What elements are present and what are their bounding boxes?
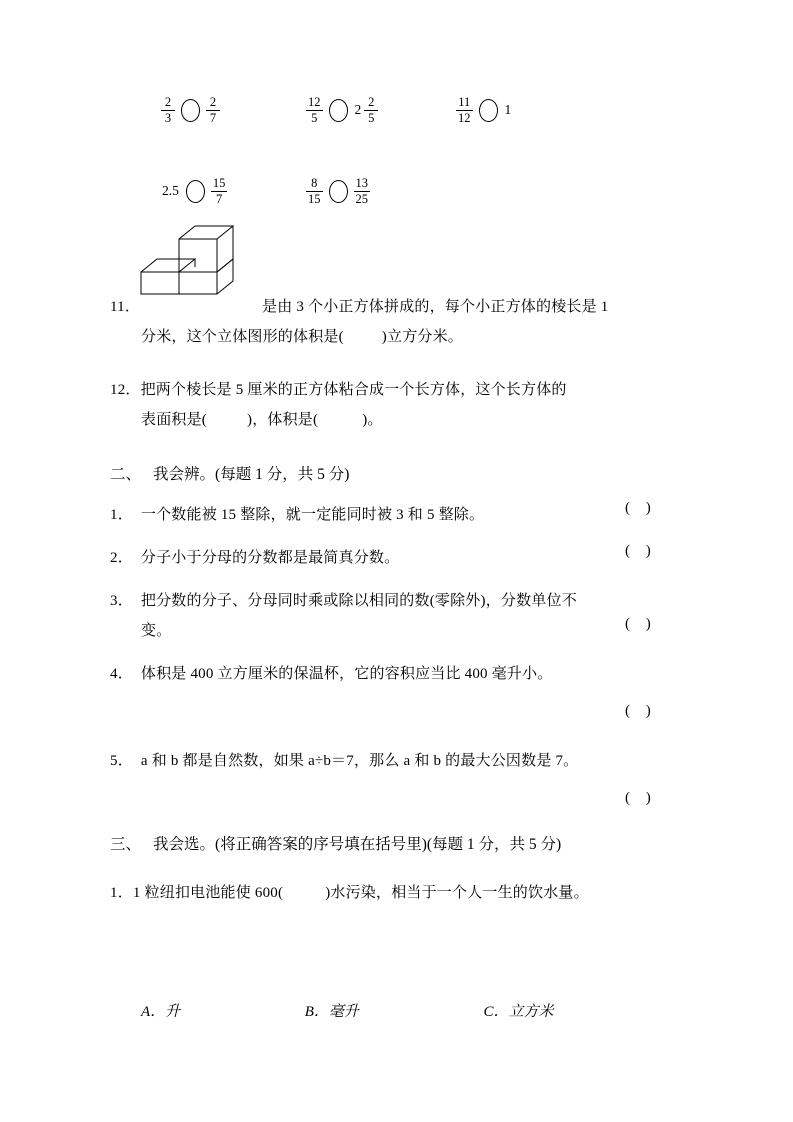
question-11-text-3: )立方分米。 [381, 329, 463, 345]
fraction-12-5: $\frac{12}{5}$ [308, 95, 321, 125]
section-3-heading [110, 832, 561, 854]
tf-item-4-number: 4． [110, 666, 133, 682]
comparison-circle[interactable] [329, 180, 348, 203]
fraction-15-7: $\frac{15}{7}$ [212, 176, 226, 206]
question-12-text-2: 表面积是( [141, 412, 207, 428]
question-12-number: 12． [110, 382, 141, 398]
choice-option-c[interactable]: C．立方米 [483, 1004, 554, 1020]
tf-item-5-number: 5． [110, 753, 133, 769]
choice-question-1 [110, 878, 770, 908]
compare-row-1 [160, 96, 513, 124]
question-12-text-3: )，体积是( [247, 412, 319, 428]
tf-item-1-text: 一个数能被 15 整除，就一定能同时被 3 和 5 整除。 [140, 507, 485, 523]
choice-question-1-options [141, 1000, 761, 1021]
tf-item-3-answer[interactable]: ( ) [625, 616, 657, 632]
decimal-2-5: 2.5 [162, 183, 179, 198]
question-11-line-1 [110, 292, 710, 322]
question-12-line-1 [110, 375, 730, 405]
fraction-8-15: $\frac{8}{15}$ [308, 176, 321, 206]
section-2-heading [110, 462, 349, 484]
compare-item-2-2 [305, 177, 371, 205]
comparison-circle[interactable] [186, 180, 205, 203]
question-12-text-4: )。 [362, 412, 383, 428]
three-cubes-svg [130, 222, 250, 302]
tf-item-3-text-2: 变。 [141, 623, 172, 639]
tf-item-2-answer[interactable]: ( ) [625, 543, 657, 559]
question-11-number: 11． [110, 299, 141, 315]
section-2-score: (每题 1 分，共 5 分) [215, 466, 350, 483]
fraction-11-12: $\frac{11}{12}$ [458, 95, 471, 125]
tf-item-3-number: 3． [110, 593, 133, 609]
tf-item-5-answer[interactable]: ( ) [625, 790, 657, 806]
fraction-13-25: $\frac{13}{25}$ [355, 176, 368, 206]
tf-item-5 [110, 746, 770, 776]
fraction-2-5: $\frac{2}{5}$ [364, 96, 378, 124]
tf-item-1-number: 1． [110, 507, 133, 523]
tf-item-3-cont [141, 616, 781, 646]
compare-item-1-2 [305, 96, 455, 124]
section-2-label: 二、 [110, 466, 142, 483]
section-2-title: 我会辨。 [153, 466, 216, 483]
section-3-score: (每题 1 分，共 5 分) [426, 836, 562, 853]
question-12-text-1: 把两个棱长是 5 厘米的正方体粘合成一个长方体，这个长方体的 [140, 382, 567, 398]
tf-item-4-answer[interactable]: ( ) [625, 703, 657, 719]
tf-item-2-text: 分子小于分母的分数都是最简真分数。 [140, 550, 400, 566]
comparison-circle[interactable] [181, 99, 200, 122]
mixed-number-2-2-5: 2 $\frac{2}{5}$ [353, 96, 380, 124]
tf-item-4 [110, 659, 750, 689]
tf-item-4-text: 体积是 400 立方厘米的保温杯，它的容积应当比 400 毫升小。 [140, 666, 553, 682]
tf-item-3-text: 把分数的分子、分母同时乘或除以相同的数(零除外)，分数单位不 [140, 593, 577, 609]
tf-item-2-number: 2． [110, 550, 133, 566]
compare-row-2 [160, 177, 371, 205]
tf-item-3 [110, 586, 750, 616]
choice-question-1-number: 1． [110, 885, 133, 901]
tf-item-5-text: a 和 b 都是自然数，如果 a÷b＝7，那么 a 和 b 的最大公因数是 7。 [140, 753, 579, 769]
compare-item-2-1 [160, 177, 305, 205]
tf-item-1-answer[interactable]: ( ) [625, 500, 657, 516]
question-11-text-1: 是由 3 个小正方体拼成的，每个小正方体的棱长是 1 [262, 299, 609, 315]
section-3-label: 三、 [110, 836, 142, 853]
choice-option-b[interactable]: B．毫升 [304, 1004, 359, 1020]
cube-figure [130, 222, 250, 300]
compare-item-1-3 [455, 96, 513, 124]
choice-question-1-text-b: )水污染，相当于一个人一生的饮水量。 [325, 885, 589, 901]
fraction-2-3: $\frac{2}{3}$ [161, 96, 175, 124]
comparison-circle[interactable] [479, 99, 498, 122]
question-11-line-2 [141, 322, 741, 352]
comparison-circle[interactable] [329, 99, 348, 122]
section-3-instruction: (将正确答案的序号填在括号里) [215, 836, 427, 853]
choice-question-1-text-a: 1 粒纽扣电池能使 600( [132, 885, 284, 901]
section-3-title: 我会选。 [153, 836, 216, 853]
fraction-2-7: $\frac{2}{7}$ [206, 96, 220, 124]
choice-option-a[interactable]: A．升 [141, 1004, 181, 1020]
question-12-line-2 [141, 405, 761, 435]
number-one: 1 [504, 102, 512, 117]
question-11-text-2: 分米，这个立体图形的体积是( [141, 329, 344, 345]
compare-item-1-1 [160, 96, 305, 124]
